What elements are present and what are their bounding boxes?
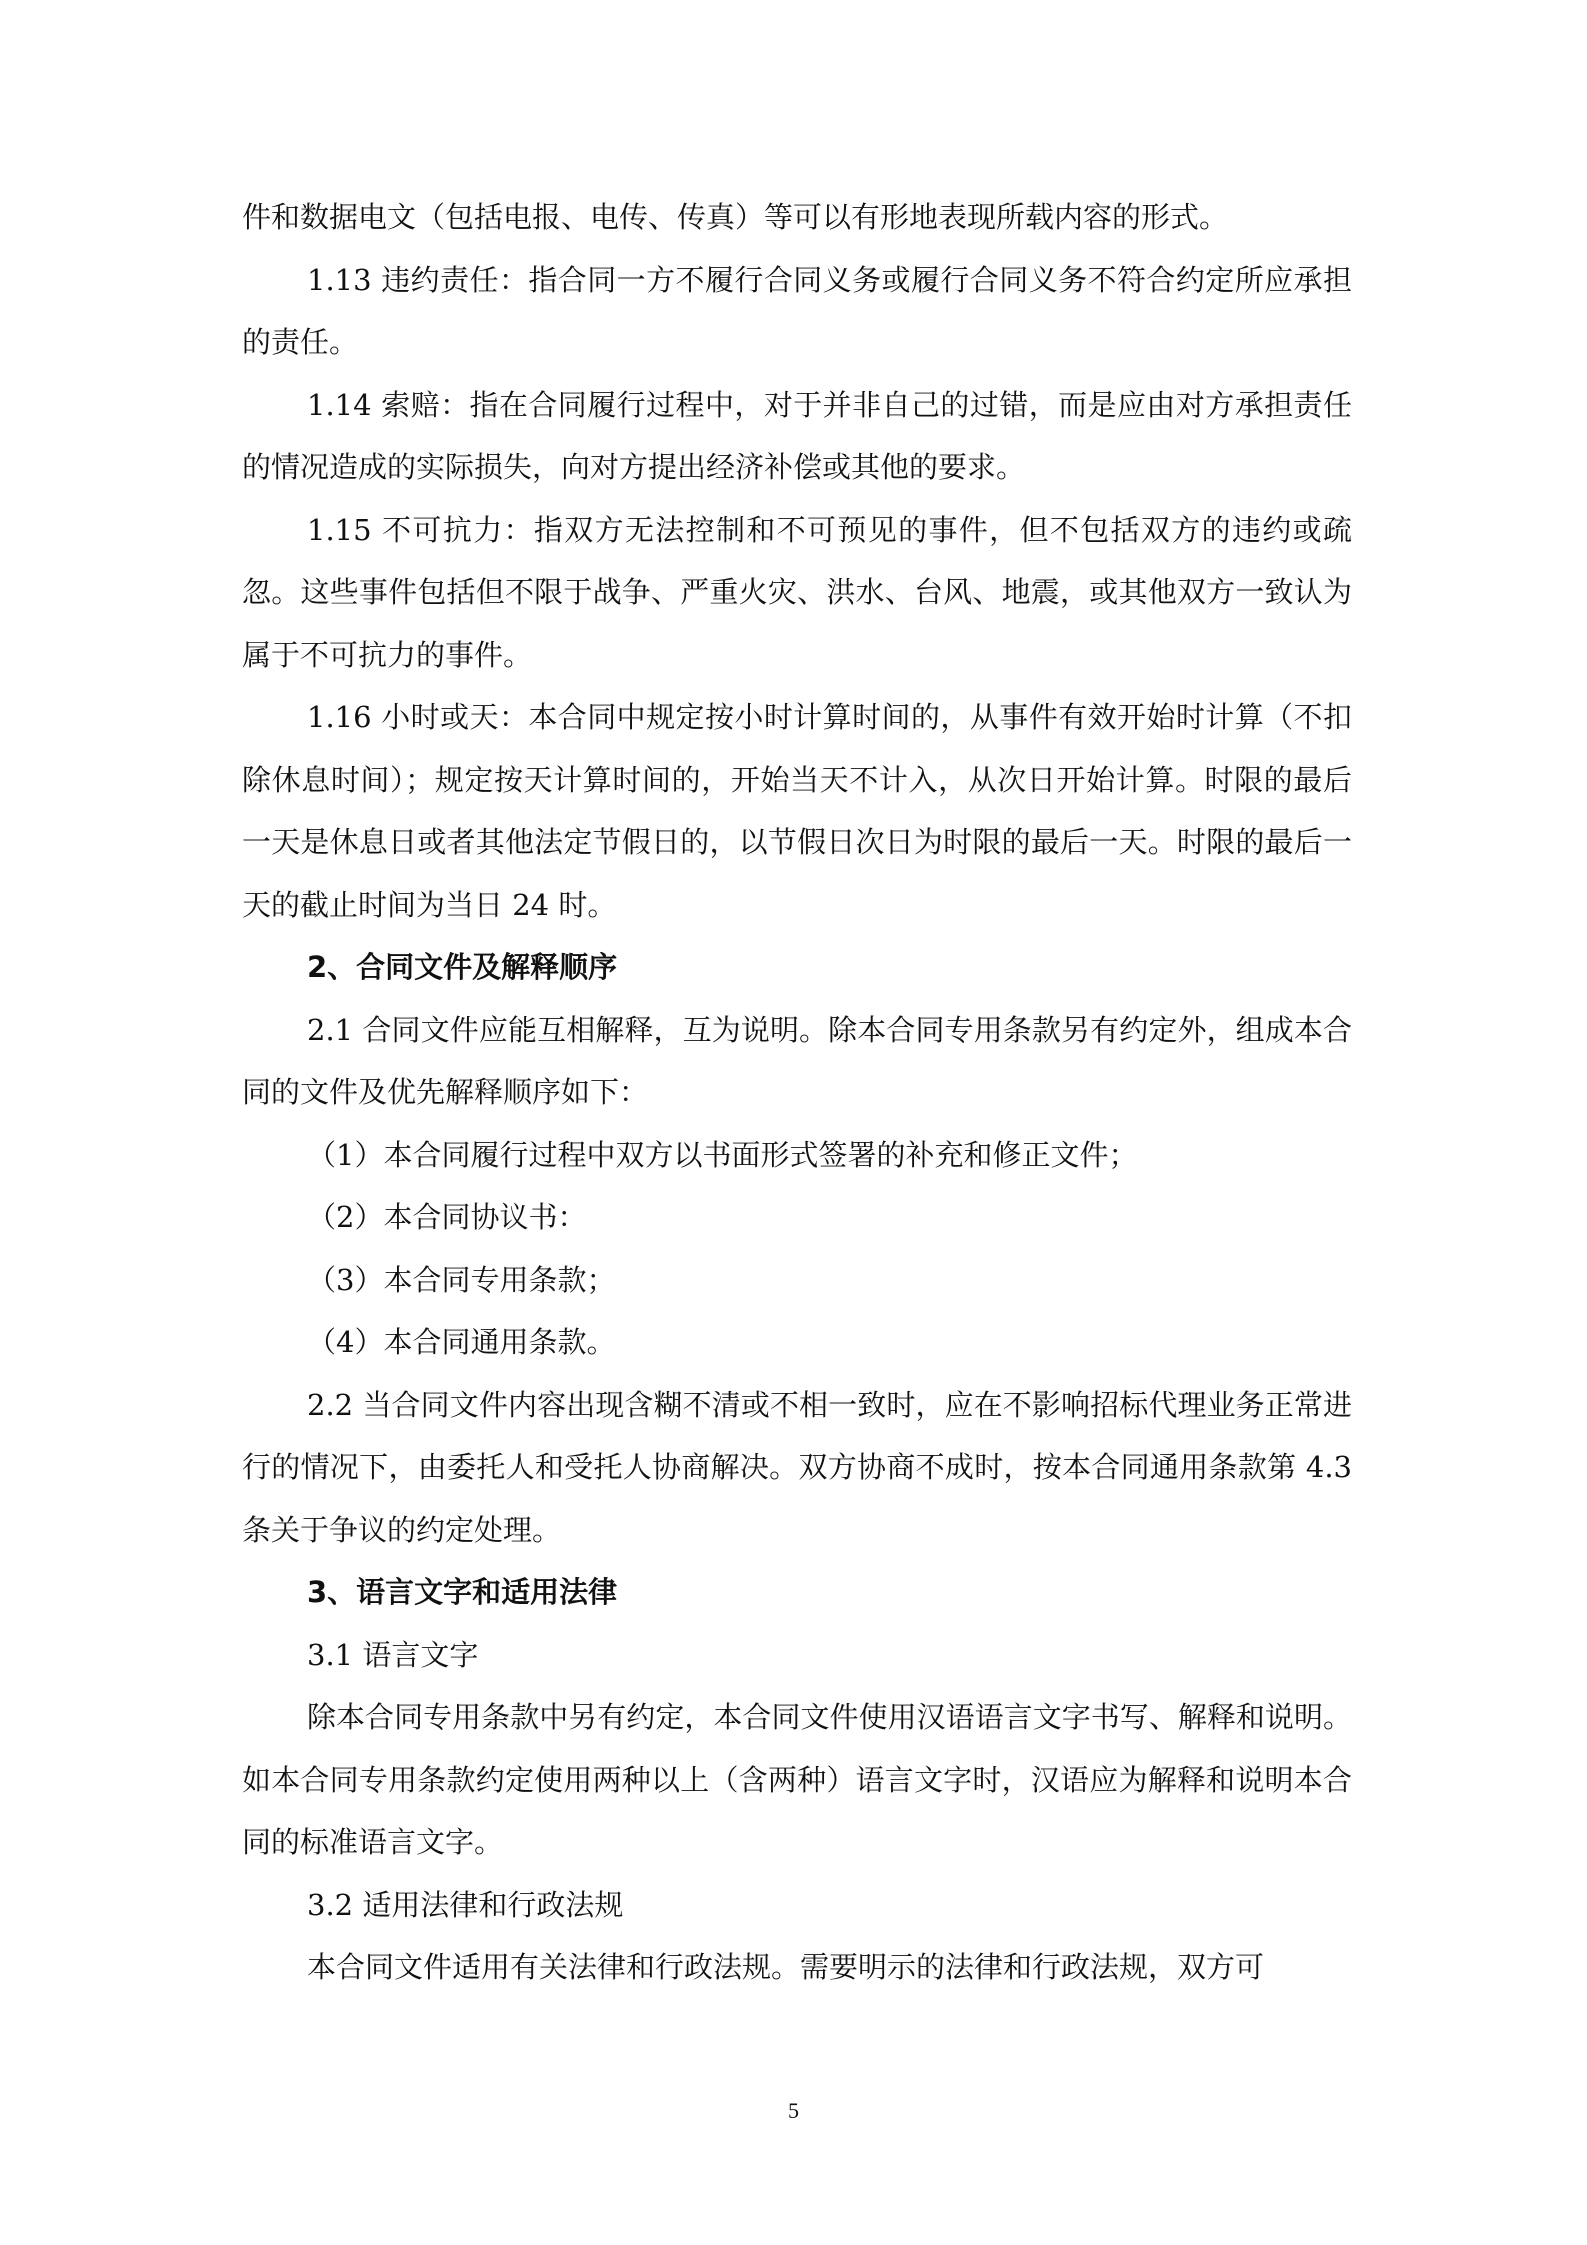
paragraph-1-15-force-majeure: 1.15 不可抗力：指双方无法控制和不可预见的事件，但不包括双方的违约或疏忽。这些事件包括但不限于战争、严重火灾、洪水、台风、地震，或其他双方一致认为属于不可抗力的事件。 (242, 512, 1352, 672)
subheading-3-2: 3.2 适用法律和行政法规 (307, 1887, 624, 1922)
subheading-3-1: 3.1 语言文字 (307, 1637, 479, 1672)
paragraph-2-2: 2.2 当合同文件内容出现含糊不清或不相一致时，应在不影响招标代理业务正常进行的情况下，由委托人和受托人协商解决。双方协商不成时，按本合同通用条款第 4.3 条关于争议的约定处理。 (242, 1387, 1352, 1547)
paragraph-3-2-body: 本合同文件适用有关法律和行政法规。需要明示的法律和行政法规，双方可 (307, 1950, 1265, 1984)
list-item-4: （4）本合同通用条款。 (307, 1325, 616, 1359)
list-item-2: （2）本合同协议书： (307, 1200, 587, 1234)
document-body (242, 186, 1352, 1999)
paragraph-3-1-body: 除本合同专用条款中另有约定，本合同文件使用汉语语言文字书写、解释和说明。如本合同专用条款约定使用两种以上（含两种）语言文字时，汉语应为解释和说明本合同的标准语言文字。 (242, 1700, 1352, 1859)
paragraph-1-14-claim: 1.14 索赔：指在合同履行过程中，对于并非自己的过错，而是应由对方承担责任的情况造成的实际损失，向对方提出经济补偿或其他的要求。 (242, 387, 1352, 484)
list-item-1: （1）本合同履行过程中双方以书面形式签署的补充和修正文件； (307, 1137, 1138, 1172)
paragraph-definition-continued: 件和数据电文（包括电报、电传、传真）等可以有形地表现所载内容的形式。 (242, 200, 1229, 234)
paragraph-1-16-hours-or-days: 1.16 小时或天：本合同中规定按小时计算时间的，从事件有效开始时计算（不扣除休息时间）；规定按天计算时间的，开始当天不计入，从次日开始计算。时限的最后一天是休息日或者其他法定节假日的，以节假日次日为时限的最后一天。时限的最后一天的截止时间为当日 24 时。 (242, 700, 1352, 922)
paragraph-2-1: 2.1 合同文件应能互相解释，互为说明。除本合同专用条款另有约定外，组成本合同的文件及优先解释顺序如下： (242, 1012, 1352, 1109)
section-heading-3: 3、语言文字和适用法律 (307, 1575, 618, 1609)
section-heading-2: 2、合同文件及解释顺序 (307, 950, 618, 984)
paragraph-1-13-breach-liability: 1.13 违约责任：指合同一方不履行合同义务或履行合同义务不符合约定所应承担的责任。 (242, 262, 1352, 359)
list-item-3: （3）本合同专用条款； (307, 1262, 616, 1297)
page-number: 5 (788, 2098, 799, 2123)
